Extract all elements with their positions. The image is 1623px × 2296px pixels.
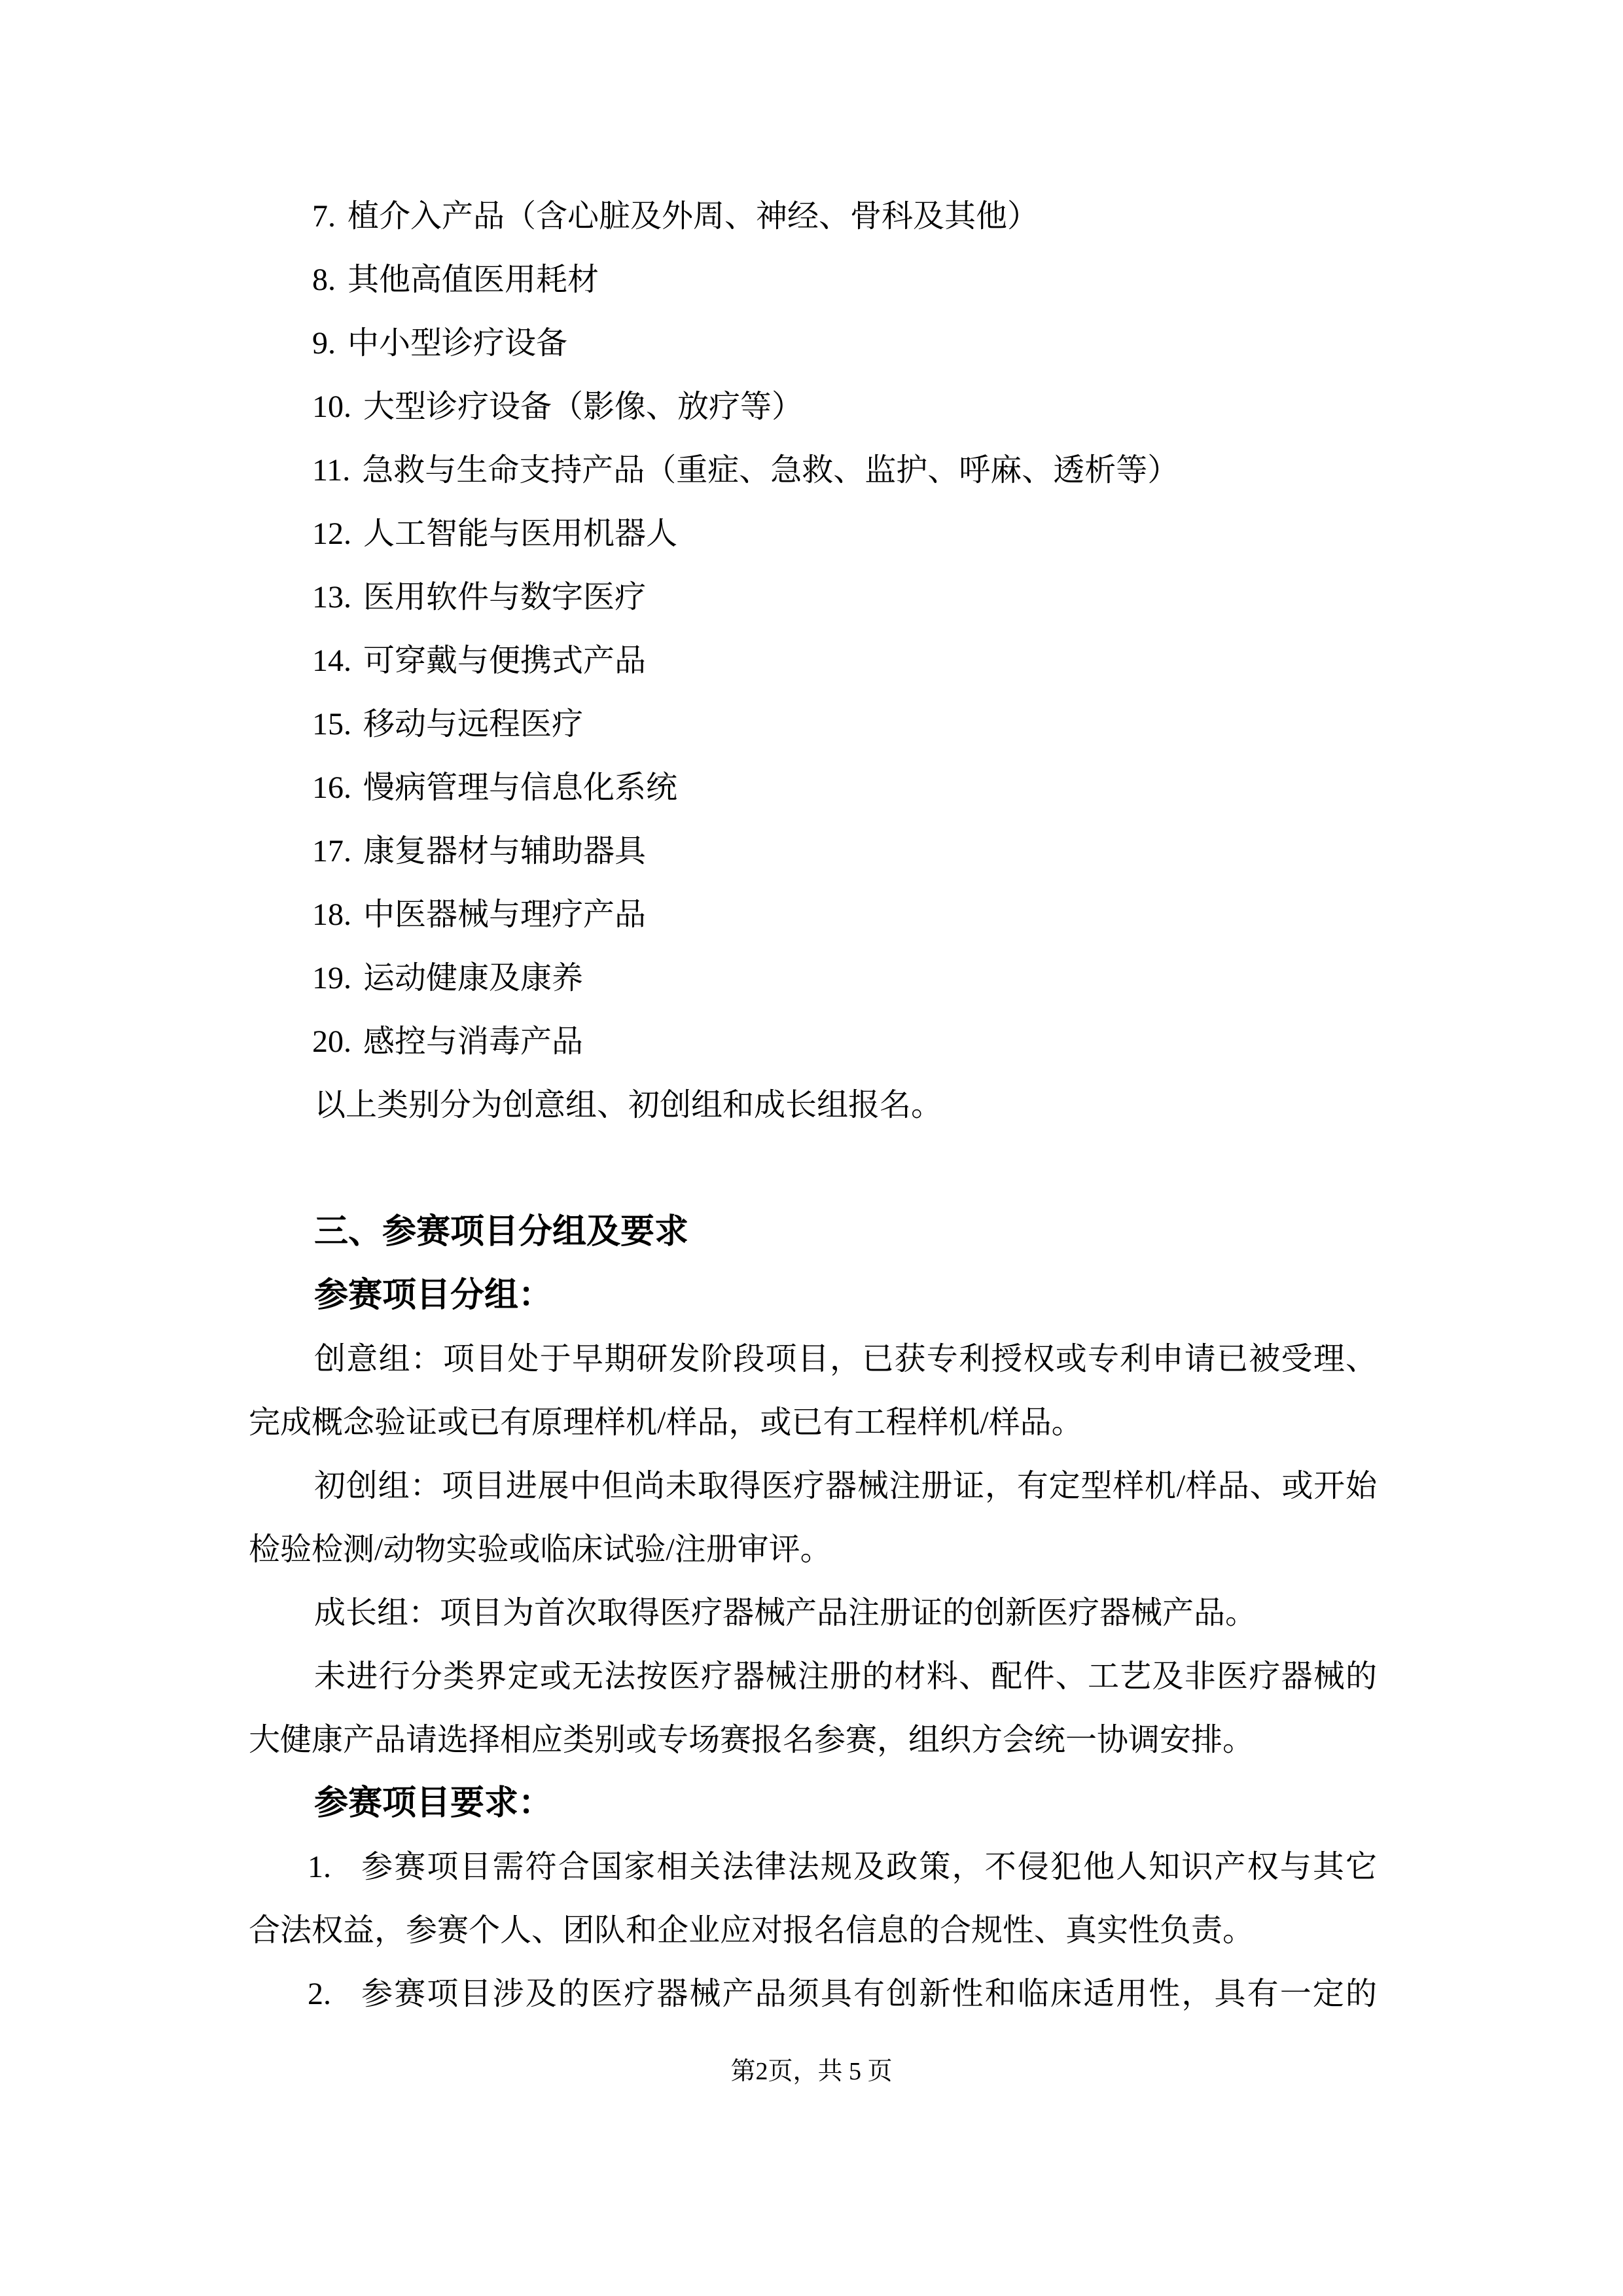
category-number: 11.	[312, 453, 351, 488]
requirement-text: 参赛项目涉及的医疗器械产品须具有创新性和临床适用性，具有一定的	[360, 1977, 1377, 2011]
category-number: 20.	[312, 1024, 351, 1059]
category-number: 14.	[312, 643, 351, 678]
paragraph-line: 未进行分类界定或无法按医疗器械注册的材料、配件、工艺及非医疗器械的	[314, 1659, 1377, 1694]
requirement-text: 合法权益，参赛个人、团队和企业应对报名信息的合规性、真实性负责。	[249, 1913, 1255, 1948]
category-text: 中医器械与理疗产品	[363, 897, 647, 932]
paragraph-line: 大健康产品请选择相应类别或专场赛报名参赛，组织方会统一协调安排。	[249, 1723, 1255, 1757]
closing-line: 以上类别分为创意组、初创组和成长组报名。	[314, 1088, 943, 1122]
paragraph-line: 成长组：项目为首次取得医疗器械产品注册证的创新医疗器械产品。	[314, 1596, 1257, 1630]
category-number: 8.	[312, 262, 336, 297]
category-text: 感控与消毒产品	[363, 1024, 584, 1059]
requirement-number: 1.	[308, 1850, 331, 1884]
category-item	[249, 565, 1377, 629]
category-item	[249, 756, 1377, 819]
category-text: 人工智能与医用机器人	[363, 516, 678, 551]
requirement-text: 参赛项目需符合国家相关法律法规及政策，不侵犯他人知识产权与其它	[360, 1850, 1377, 1884]
content	[249, 185, 1377, 2026]
category-number: 19.	[312, 961, 351, 996]
blank-line	[249, 1137, 1377, 1200]
category-number: 13.	[312, 580, 351, 615]
category-list	[249, 185, 1377, 1073]
paragraph-line: 初创组：项目进展中但尚未取得医疗器械注册证，有定型样机/样品、或开始	[314, 1469, 1377, 1503]
requirements-subheading: 参赛项目要求：	[314, 1784, 553, 1822]
group-paragraphs	[249, 1327, 1377, 1772]
requirement-line	[249, 1962, 1377, 2026]
category-text: 运动健康及康养	[363, 961, 584, 996]
paragraph-line: 创意组：项目处于早期研发阶段项目，已获专利授权或专利申请已被受理、	[314, 1342, 1377, 1376]
category-item	[249, 185, 1377, 248]
category-text: 其他高值医用耗材	[348, 262, 599, 297]
groups-subheading: 参赛项目分组：	[314, 1276, 553, 1314]
category-item	[249, 629, 1377, 692]
category-text: 慢病管理与信息化系统	[363, 770, 678, 805]
category-number: 10.	[312, 389, 351, 424]
category-number: 16.	[312, 770, 351, 805]
requirement-line	[249, 1835, 1377, 1899]
category-number: 15.	[312, 707, 351, 742]
category-number: 9.	[312, 326, 336, 361]
category-text: 可穿戴与便携式产品	[363, 643, 647, 678]
category-item	[249, 819, 1377, 883]
category-number: 18.	[312, 897, 351, 932]
category-text: 移动与远程医疗	[363, 707, 584, 742]
section-heading: 三、参赛项目分组及要求	[314, 1213, 689, 1251]
category-item	[249, 375, 1377, 439]
category-item	[249, 946, 1377, 1010]
requirement-number: 2.	[308, 1977, 331, 2011]
category-number: 12.	[312, 516, 351, 551]
paragraph-line: 完成概念验证或已有原理样机/样品，或已有工程样机/样品。	[249, 1405, 1083, 1440]
category-number: 17.	[312, 834, 351, 869]
category-text: 急救与生命支持产品（重症、急救、监护、呼麻、透析等）	[362, 453, 1179, 488]
requirement-line	[249, 1899, 1377, 1962]
category-text: 中小型诊疗设备	[348, 326, 568, 361]
category-number: 7.	[312, 199, 336, 234]
category-text: 植介入产品（含心脏及外周、神经、骨科及其他）	[348, 199, 1039, 234]
category-text: 医用软件与数字医疗	[363, 580, 647, 615]
category-item	[249, 312, 1377, 375]
category-text: 康复器材与辅助器具	[363, 834, 647, 869]
category-item	[249, 1010, 1377, 1073]
requirement-list	[249, 1835, 1377, 2026]
category-text: 大型诊疗设备（影像、放疗等）	[363, 389, 804, 424]
category-item	[249, 248, 1377, 312]
category-item	[249, 692, 1377, 756]
category-item	[249, 502, 1377, 565]
page-footer: 第2页，共 5 页	[730, 2058, 893, 2085]
category-item	[249, 883, 1377, 946]
paragraph-line: 检验检测/动物实验或临床试验/注册审评。	[249, 1532, 832, 1567]
category-item	[249, 439, 1377, 502]
